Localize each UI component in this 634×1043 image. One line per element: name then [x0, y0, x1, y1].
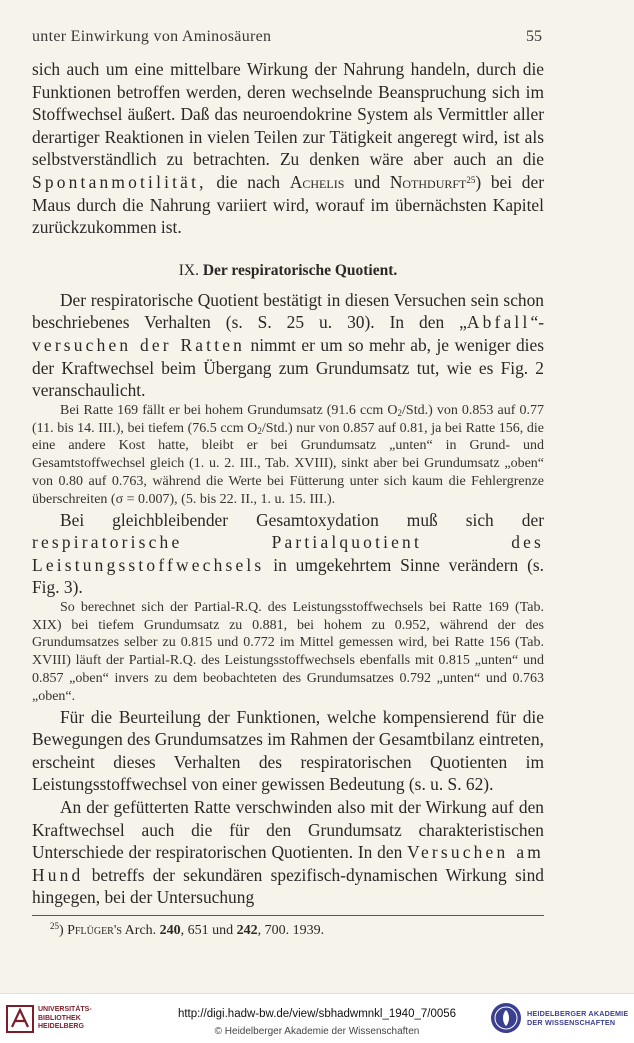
- spaced-term-abfall: Abfall: [466, 312, 531, 333]
- permalink-url[interactable]: http://digi.hadw-bw.de/view/sbhadwmnkl_1940_7/0056: [177, 1008, 457, 1020]
- author-achelis: Achelis: [289, 171, 345, 192]
- ub-line-1: UNIVERSITÄTS-: [38, 1006, 92, 1013]
- small-1-c: /Std.) nur von 0.857 auf 0.81, ja bei Ratte 156, die eine andere Kost hatte, bleibt er bei Grundumsatz „unten“ in Grund- und Gesamtstoffwechsel gleich (1. u. 2. III., Tab. XVIII), sinkt aber bei Grundumsatz „oben“ von 0.80 auf 0.763, während die Werte bei Fütterung unter sich kaum die Fehlergrenze überschreiten (σ = 0.007), (5. bis 22. II., 1. u. 15. III.).: [32, 420, 544, 507]
- small-paragraph-1: [32, 402, 544, 509]
- paragraph-2-a: Der respiratorische Quotient bestätigt in diesen Versuchen sein schon beschriebenes Verhalten (s. S. 25 u. 30). In den „: [32, 289, 544, 333]
- footnote-divider: [32, 915, 544, 916]
- footnote-pages-2: , 700. 1939.: [257, 923, 325, 938]
- author-nothdurft: Nothdurft: [389, 171, 467, 192]
- section-number: IX.: [178, 261, 199, 279]
- digitization-footer: [0, 993, 634, 1043]
- spaced-term-spontanmotilitaet: Spontanmotilität,: [32, 171, 207, 192]
- footnote-25: [32, 922, 544, 940]
- section-title: Der respiratorische Quotient.: [202, 261, 398, 279]
- paragraph-5: [32, 796, 544, 909]
- small-paragraph-2: So berechnet sich der Partial-R.Q. des Leistungsstoffwechsels bei Ratte 169 (Tab. XIX) bei tiefem Grundumsatz zu 0.881, bei hohem zu 0.952, während der des Grundumsatzes selber zu 0.815 und 0.772 im Mittel gemessen wird, bei Ratte 156 (Tab. XVIII) läuft der Partial-R.Q. des Leistungsstoffwechsels ebenfalls mit 0.815 „unten“ und 0.857 „oben“ invers zu dem beobachteten des Grundumsatzes 0.792 „unten“ und 0.763 „oben“.: [32, 599, 544, 704]
- small-1-a: Bei Ratte 169 fällt er bei hohem Grundumsatz (91.6 ccm O: [60, 402, 398, 418]
- paragraph-1-end: ) bei der Maus durch die Nahrung variiert wird, worauf im übernächsten Kapitel zurückzukommen ist.: [32, 171, 544, 238]
- footnote-journal: Pflüger's: [67, 923, 122, 938]
- academy-line-2: DER WISSENSCHAFTEN: [527, 1018, 616, 1027]
- academy-line-1: HEIDELBERGER AKADEMIE: [527, 1009, 629, 1018]
- paragraph-4: Für die Beurteilung der Funktionen, welche kompensierend für die Bewegungen des Grundumsatzes im Rahmen der Gesamtbilanz eintreten, erscheint dieses Verhalten des respiratorischen Quotienten im Leistungsstoffwechsel von einer gewissen Bedeutung (s. u. S. 62).: [32, 706, 544, 795]
- paragraph-2: [32, 289, 544, 402]
- footnote-pages-1: , 651 und: [180, 923, 237, 938]
- paragraph-2-c: nimmt er um so mehr ab, je weniger dies der Kraftwechsel beim Übergang zum Grundumsatz tut, wie es Fig. 2 veranschaulicht.: [32, 334, 544, 401]
- paragraph-3-b: in umgekehrtem Sinne verändern (s. Fig. 3).: [32, 554, 544, 598]
- page-number: 55: [526, 28, 542, 45]
- paragraph-5-b: betreffs der sekundären spezifisch-dynamischen Wirkung sind hingegen, bei der Untersuchung: [32, 864, 544, 908]
- paragraph-2-b: “-: [530, 312, 544, 333]
- paragraph-1-text: sich auch um eine mittelbare Wirkung der Nahrung handeln, durch die Funktionen betroffen werden, deren wechselnde Beanspruchung sich im Stoffwechsel äußert. Daß das neuroendokrine System als Vermittler aller derartiger Reaktionen in vielen Teilen zur Tätigkeit angeregt wird, ist als selbstverständlich zu betrachten. Zu denken wäre aber auch an die: [32, 59, 544, 170]
- ub-line-3: HEIDELBERG: [38, 1023, 84, 1030]
- paragraph-5-a: An der gefütterten Ratte verschwinden also mit der Wirkung auf den Kraftwechsel auch die für den Grundumsatz charakteristischen Unterschiede der respiratorischen Quotienten. In den: [32, 797, 544, 863]
- page-header: [32, 28, 542, 50]
- footnote-volume-1: 240: [159, 923, 181, 938]
- paragraph-1: [32, 58, 544, 239]
- footnote-ref-25: 25: [466, 174, 476, 185]
- section-heading: [32, 261, 544, 281]
- footnote-arch: Arch.: [121, 923, 160, 938]
- paragraph-3-a: Bei gleichbleibender Gesamtoxydation muß sich der: [60, 509, 544, 530]
- footnote-marker: 25: [50, 921, 59, 931]
- ub-line-2: BIBLIOTHEK: [38, 1014, 81, 1022]
- copyright-notice: © Heidelberger Akademie der Wissenschaften: [214, 1026, 420, 1037]
- running-title: unter Einwirkung von Aminosäuren: [32, 28, 272, 45]
- footnote-paren: ): [59, 923, 68, 938]
- page-body: [32, 58, 544, 940]
- spaced-term-partialquotient: respiratorische Partialquotient des Leistungsstoffwechsels: [32, 532, 544, 575]
- subscript-o2-2: 2: [257, 425, 262, 436]
- spaced-term-versuchen-der-ratten: versuchen der Ratten: [32, 334, 246, 355]
- footnote-volume-2: 242: [236, 923, 258, 938]
- subscript-o2-1: 2: [397, 407, 403, 418]
- academy-seal-icon: [490, 1002, 522, 1034]
- paragraph-3: [32, 509, 544, 599]
- small-1-b: /Std.) von 0.853 auf 0.77 (11. bis 14. III.), bei tiefem (76.5 ccm O: [32, 402, 544, 436]
- paragraph-1-mid: die nach: [206, 171, 290, 192]
- spaced-term-versuchen-am-hund: Versuchen am Hund: [32, 842, 544, 885]
- academy-name: [527, 1009, 628, 1027]
- paragraph-1-and: und: [344, 171, 390, 192]
